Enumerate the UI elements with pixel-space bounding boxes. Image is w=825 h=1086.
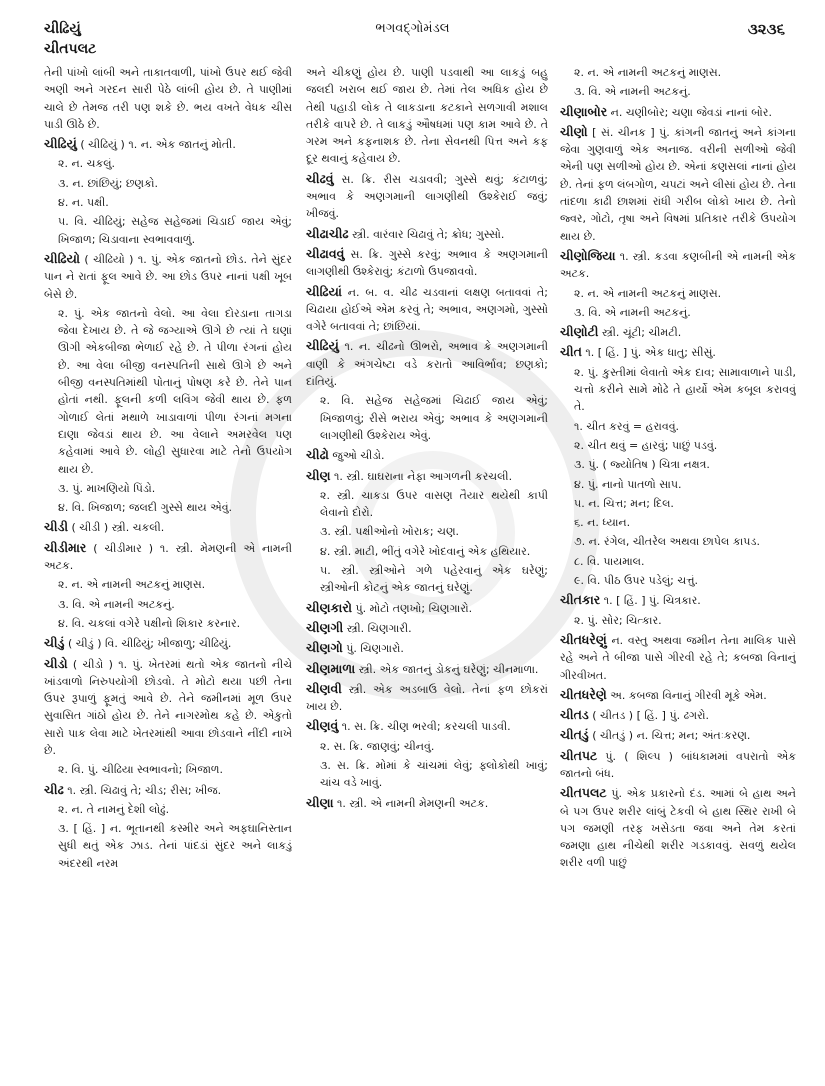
definition-text: સ. ક્રિ. રીસ ચડાવવી; ગુસ્સે થવું; કંટાળવું; અભાવ કે અણગમાની લાગણીથી ઉશ્કેરાઈ જવું; ખીજવું.	[306, 172, 548, 221]
headword: ચીઢ	[44, 781, 64, 797]
headword: ચીણાબોર	[560, 103, 608, 119]
entry-sense	[44, 761, 292, 778]
dictionary-entry	[560, 591, 796, 609]
entry-sense	[306, 562, 548, 597]
dictionary-entry	[560, 323, 796, 341]
definition-text: ન. ચણીબોર; ચણા જેવડાં નાનાં બોર.	[610, 105, 772, 119]
headword: ચીતધરેણું	[560, 631, 607, 647]
entry-sense	[560, 495, 796, 512]
dictionary-column-1	[44, 64, 292, 1079]
definition-text: સ્ત્રી. વારંવાર ચિઢાવું તે; ક્રોધ; ગુસ્સો.	[352, 227, 505, 241]
dictionary-entry	[560, 726, 796, 744]
headword: ચીઢિયું	[44, 136, 77, 152]
entry-sense	[44, 194, 292, 211]
entry-sense	[44, 596, 292, 613]
definition-text: ૨. ન. એ નામની અટકનું માણસ.	[574, 66, 722, 79]
headword: ચીઢિયાં	[306, 283, 342, 299]
entry-sense	[560, 572, 796, 589]
entry-sense	[44, 480, 292, 497]
entry-sense	[44, 175, 292, 192]
guide-word-top: ચીઢિયું	[44, 21, 81, 37]
entry-sense	[560, 533, 796, 550]
definition-text: ૩. પું. માખણિયો પિંડો.	[58, 481, 156, 495]
entry-sense	[44, 64, 292, 133]
definition-text: ૨. ચીત થવું = હારવું; પાછું પડવું.	[574, 438, 718, 452]
dictionary-entry	[306, 680, 548, 716]
entry-sense	[560, 476, 796, 493]
definition-text: ૩. [ હિં. ] ન. ભૂતાનથી કસ્મીર અને અફઘાનિસ્તાન સુધી થતું એક ઝાડ. તેનાં પાંદડાં સુંદર અને લાકડું અંદરથી નરમ	[58, 822, 292, 870]
entry-sense	[44, 801, 292, 818]
definition-text: ૨. પું. એક જાતનો વેલો. આ વેલા દોરડાના તાગડા જેવા દેખાય છે. તે જે જગ્યાએ ઊગે છે ત્યાં તે ઘણાં ઊગી એકબીજા ભેળાઈ રહે છે. તે પીળા રંગનાં હોય છે. આ વેલા બીજી વનસ્પતિની સાથે ઊગે છે અને બીજી વનસ્પતિમાંથી પોતાનું પોષણ કરે છે. તેને પાન હોતાં નથી. ફૂલની કળી લવિંગ જેવી થાય છે. ફળ ગોળાઈ લેતાં મથાળે ખાડાવાળાં પીળા રંગનાં મગના દાણા જેવડાં થાય છે. આ વેલાને અમરવેલ પણ કહેવામાં આવે છે. લોહી સુધારવા માટે તેનો ઉપયોગ થાય છે.	[58, 306, 292, 476]
dictionary-entry	[306, 245, 548, 281]
headword: ચીતકાર	[560, 592, 601, 608]
definition-text: ( ચીડી ) સ્ત્રી. ચકલી.	[71, 521, 165, 535]
entry-sense	[306, 487, 548, 522]
headword: ચીડું	[44, 635, 65, 651]
definition-text: ૫. ન. ચિત્ત; મન; દિલ.	[574, 496, 674, 510]
definition-text: [ સં. ચીનક ] પું. કાંગની જાતનું અને કાંગના જેવા ગુણવાળું એક અનાજ. વરીની સળીઓ જેવી એની પણ સળીઓ હોય છે. એનાં કણસલાં નાનાં હોય છે. તેનાં ફળ લંબગોળ, ચપટાં અને લીસાં હોય છે. તેના તાંદળા કાઢી છાશમાં રાંધી ગરીબ લોકો ખાય છે. તેનો જ્વર, ગોટો, તૃષા અને વિષમાં પ્રતિકાર તરીકે ઉપયોગ થાય છે.	[560, 125, 796, 243]
entry-sense	[560, 418, 796, 435]
page-number: ૩૨૩૬	[747, 20, 785, 38]
definition-text: જુઓ ચીડો.	[332, 449, 385, 463]
definition-text: ૫. વિ. ચીઢિયું; સહેજ સહેજમાં ચિડાઈ જાય એવું; ખિજાળ; ચિડાવાના સ્વભાવવાળું.	[58, 215, 292, 246]
entry-sense	[44, 499, 292, 516]
definition-text: ૨. પું. સોર; ચિત્કાર.	[574, 613, 662, 627]
entry-sense	[306, 523, 548, 540]
entry-sense	[560, 64, 796, 81]
entry-sense	[560, 553, 796, 570]
definition-text: ૩. વિ. એ નામની અટકનું.	[574, 85, 691, 99]
definition-text: અને ચીકણું હોય છે. પાણી પડવાથી આ લાકડું બહુ જલદી ખરાબ થઈ જાય છે. તેમાં તેલ અધિક હોય છે તેથી પહાડી લોક તે લાકડાના કટકાને સળગાવી મશાલ તરીકે વાપરે છે. તે લાકડું ઔષધમાં પણ કામ આવે છે. તે ગરમ અને કફનાશક છે. તેના સેવનથી પિત્ત અને કફ દૂર થવાનું કહેવાય છે.	[306, 66, 548, 166]
entry-sense	[560, 285, 796, 302]
definition-text: ૧. સ. ક્રિ. ચીણ ભરવી; કરચલી પાડવી.	[341, 720, 511, 734]
definition-text: ૨. વિ. પું. ચીઢિયા સ્વભાવનો; ખિજાળ.	[58, 763, 224, 777]
headword: ચીણગો	[306, 640, 343, 656]
headword: ચીતપલટ	[560, 785, 607, 801]
headword: ચીડીમાર	[44, 539, 87, 555]
headword: ચીણોજિયા	[560, 247, 616, 263]
entry-sense	[44, 615, 292, 632]
entry-sense	[44, 213, 292, 248]
dictionary-entry	[306, 794, 548, 812]
definition-text: ૧. [ હિં. ] પું. ચિત્રકાર.	[603, 594, 701, 608]
dictionary-entry	[44, 655, 292, 760]
dictionary-entry	[560, 247, 796, 283]
definition-text: ૬. ન. ધ્યાન.	[574, 516, 631, 530]
definition-text: ૧. સ્ત્રી. કડવા કણબીની એ નામની એક અટક.	[560, 249, 796, 281]
definition-text: ૨. વિ. સહેજ સહેજમાં ચિઢાઈ જાય એવું; ખિજાળવું; રીસે ભરાય એવું; અભાવ કે અણગમાની લાગણીથી ઉશ્કેરાય એવું.	[320, 394, 548, 442]
headword: ચીઢાવવું	[306, 245, 345, 261]
page-header	[0, 20, 825, 57]
definition-text: ૧. સ્ત્રી. એ નામની મેમણની અટક.	[337, 796, 489, 810]
definition-text: ૩. વિ. એ નામની અટકનું.	[58, 597, 175, 611]
entry-sense	[44, 155, 292, 172]
definition-text: ૧. [ હિં. ] પું. એક ધાતુ; સીસું.	[585, 346, 716, 360]
entry-sense	[560, 83, 796, 100]
dictionary-entry	[560, 103, 796, 121]
definition-text: ૭. ન. રંગેલ, ચીતરેલ અથવા છાપેલ કાપડ.	[574, 535, 760, 549]
entry-sense	[306, 543, 548, 560]
definition-text: ( ચીડીમાર ) ૧. સ્ત્રી. મેમણની એ નામની અટક.	[44, 541, 292, 573]
entry-sense	[44, 305, 292, 478]
dictionary-entry	[306, 599, 548, 617]
definition-text: ન. વસ્તુ અથવા જમીન તેના માલિક પાસે રહે અને તે બીજા પાસે ગીરવી રહે તે; કબજા વિનાનું ગીરવીખત.	[560, 633, 796, 682]
headword: ચીણવું	[306, 718, 339, 734]
dictionary-entry	[306, 225, 548, 243]
entry-sense	[560, 437, 796, 454]
entry-sense	[306, 64, 548, 168]
dictionary-entry	[560, 343, 796, 361]
dictionary-entry	[560, 747, 796, 783]
definition-text: ૯. વિ. પીઠ ઉપર પડેલું; ચત્તું.	[574, 574, 699, 588]
entry-sense	[44, 576, 292, 593]
entry-sense	[306, 392, 548, 444]
dictionary-entry	[306, 619, 548, 637]
headword: ચીઢાચીઢ	[306, 225, 349, 241]
dictionary-entry	[306, 283, 548, 336]
definition-text: ૨. ન. ચકલું.	[58, 157, 116, 171]
definition-text: ૧. સ્ત્રી. ચિઢાવું તે; ચીડ; રીસ; ખીજ.	[67, 783, 222, 797]
headword: ચીઢવું	[306, 170, 334, 186]
book-title: ભગવદ્ગોમંડલ	[375, 21, 450, 36]
definition-text: ૩. સ્ત્રી. પક્ષીઓનો ખોરાક; ચણ.	[320, 525, 460, 539]
headword: ચીતપટ	[560, 747, 598, 763]
definition-text: ૨. સ. ક્રિ. જાણવું; ચીનવું.	[320, 739, 435, 753]
dictionary-entry	[560, 123, 796, 245]
dictionary-entry	[44, 781, 292, 799]
headword: ચીણા	[306, 794, 334, 810]
definition-text: ૪. પું. નાનો પાતળો સાપ.	[574, 477, 682, 491]
headword: ચીણગી	[306, 619, 344, 635]
definition-text: ૮. વિ. પાયમાલ.	[574, 554, 645, 568]
dictionary-entry	[44, 250, 292, 303]
dictionary-entry	[560, 686, 796, 704]
dictionary-entry	[306, 717, 548, 735]
headword: ચીતડ	[560, 707, 589, 723]
definition-text: સ. ક્રિ. ગુસ્સે કરવું; અભાવ કે અણગમાની લાગણીથી ઉશ્કેરાવું; કંટાળો ઉપજાવવો.	[306, 247, 548, 279]
entry-sense	[560, 612, 796, 629]
definition-text: ૨. ન. એ નામની અટકનું માણસ.	[574, 286, 722, 300]
definition-text: ૨. સ્ત્રી. ચાકડા ઉપર વાસણ તૈયાર થયેથી કાપી લેવાનો દોરો.	[320, 488, 548, 520]
entry-sense	[560, 364, 796, 416]
dictionary-entry	[44, 634, 292, 652]
headword: ચીણકારો	[306, 599, 352, 615]
dictionary-entry	[306, 337, 548, 390]
dictionary-entry	[44, 539, 292, 575]
definition-text: ૨. પું. કુસ્તીમાં લેવાતો એક દાવ; સામાવાળાને પાડી, ચત્તો કરીને સામે મોઢે તે હાર્યો એમ કબૂલ કરાવવું તે.	[574, 365, 796, 414]
headword: ચીતડું	[560, 727, 589, 743]
definition-text: અ. કબજા વિનાનું ગીરવી મૂકે એમ.	[610, 688, 767, 702]
definition-text: ૩. ન. છાંછિયું; છણકો.	[58, 176, 159, 190]
headword: ચીડો	[44, 655, 68, 671]
definition-text: ૧. સ્ત્રી. ઘાઘરાના નેફા આગળની કરચલી.	[333, 469, 513, 483]
dictionary-entry	[560, 706, 796, 724]
definition-text: ( ચીઢિયો ) ૧. પું. એક જાતનો છોડ. તેને સુંદર પાન ને રાતાં ફૂલ આવે છે. આ છોડ ઉપર નાનાં પક્ષી ખૂબ બેસે છે.	[44, 252, 292, 301]
headword: ચીણમાળા	[306, 660, 356, 676]
dictionary-column-3	[560, 64, 796, 1079]
dictionary-entry	[306, 639, 548, 657]
entry-sense	[560, 304, 796, 321]
definition-text: ૫. સ્ત્રી. સ્ત્રીઓને ગળે પહેરવાનું એક ઘરેણું; સ્ત્રીઓની કોટનું એક જાતનું ઘરેણું.	[320, 564, 548, 595]
definition-text: સ્ત્રી. ચિણગારી.	[346, 621, 412, 635]
entry-sense	[44, 820, 292, 872]
headword: ચીઢિયો	[44, 250, 80, 266]
definition-text: ( ચીતડ ) [ હિં. ] પું. ઢગરો.	[592, 709, 710, 723]
definition-text: ( ચીડો ) ૧. પું. ખેતરમાં થતો એક જાતનો નીચે ખાંડવાળો નિરુપયોગી છોડવો. તે મોટો થયા પછી તેના ઉપર રૂપાળું ફૂમતું આવે છે. તેને જમીનમાં મૂળ ઉપર સુવાસિત ગાંઠો હોય છે. તેને નાગરમોથ કહે છે. એકુતો સારો પાક લેવા માટે ખેતરમાંથી આવા છોડવાને નીંદી નાખે છે.	[44, 657, 292, 757]
headword: ચીત	[560, 344, 582, 360]
headword: ચીણ	[306, 467, 331, 483]
entry-sense	[560, 514, 796, 531]
headword: ચીઢિયું	[306, 338, 339, 354]
definition-text: ૩. સ. ક્રિ. મોમાં કે ચાંચમાં લેવું; ફ્લોકોથી ખાવું; ચાંચ વડે ખાવું.	[320, 758, 548, 790]
dictionary-entry	[560, 784, 796, 871]
guide-word-bottom: ચીતપલટ	[44, 41, 97, 57]
definition-text: ૨. ન. એ નામની અટકનું માણસ.	[58, 578, 206, 592]
definition-text: તેની પાંખો લાંબી અને તાકાતવાળી, પાંખો ઉપર થઈ જેવી અણી અને ગરદન સારી પેઠે લાંબી હોય છે. તે પાણીમાં ચાલે છે તેમજ તરી પણ શકે છે. ભય વખતે વેધક ચીસ પાડી ઊઠે છે.	[44, 66, 292, 131]
entry-sense	[306, 738, 548, 755]
dictionary-entry	[306, 170, 548, 223]
headword: ચીતધરેણે	[560, 686, 607, 702]
dictionary-column-2	[306, 64, 548, 1079]
entry-sense	[560, 456, 796, 473]
definition-text: ૩. વિ. એ નામની અટકનું.	[574, 305, 691, 319]
definition-text: પું. ચિણગારો.	[346, 642, 404, 656]
definition-text: ૨. ન. તે નામનું દેશી લોઢું.	[58, 802, 170, 816]
definition-text: ( ચીતડું ) ન. ચિત્ત; મન; અંતઃકરણ.	[592, 729, 751, 743]
headword: ચીડી	[44, 519, 69, 535]
dictionary-entry	[44, 518, 292, 536]
definition-text: પું. ( શિલ્પ ) બાંધકામમાં વપરાતો એક જાતનો બંધ.	[560, 749, 796, 780]
dictionary-entry	[306, 660, 548, 678]
definition-text: ૪. સ્ત્રી. માટી, ભીંતું વગેરે ખોદવાનું એક હથિયાર.	[320, 544, 531, 558]
headword: ચીણોટી	[560, 324, 599, 340]
definition-text: પું. મોટો તણખો; ચિણગારો.	[355, 601, 473, 615]
definition-text: ૩. પું. ( જ્યોતિષ ) ચિત્રા નક્ષત્ર.	[574, 458, 710, 472]
headword: ચીણો	[560, 123, 588, 139]
definition-text: ૧. ન. ચીઢનો ઊભરો, અભાવ કે અણગમાની વાણી કે અંગચેષ્ટા વડે કરાતો આવિર્ભાવ; છણકો; દાંતિયું.	[306, 340, 548, 389]
definition-text: ન. બ. વ. ચીઢ ચડવાનાં લક્ષણ બતાવવાં તે; ચિઢાયા હોઈએ એમ કરવું તે; અભાવ, અણગમો, ગુસ્સો વગેરે બતાવવાં તે; છાંછિયાં.	[306, 285, 548, 334]
headword: ચીણવી	[306, 680, 342, 696]
headword: ચીઢો	[306, 447, 329, 463]
dictionary-entry	[306, 446, 548, 464]
definition-text: ( ચીઢિયું ) ૧. ન. એક જાતનું મોતી.	[80, 138, 236, 152]
definition-text: સ્ત્રી. એક અડબાઉ વેલો. તેનાં ફળ છોકરાં ખાય છે.	[306, 682, 548, 714]
dictionary-entry	[560, 631, 796, 684]
definition-text: ૧. ચીત કરવું = હરાવવું.	[574, 419, 680, 433]
definition-text: પું. એક પ્રકારનો દંડ. આમાં બે હાથ અને બે પગ ઉપર શરીર લાંબું ટેકવી બે હાથ સ્થિર રાખી બે પગ જમણી તરફ ખસેડતા જવા અને તેમ કરતાં જમણા હાથ નીચેથી શરીર ગડકાવવું. સવળું થયેલ શરીર વળી પાછું	[560, 787, 796, 870]
entry-sense	[306, 757, 548, 792]
definition-text: ( ચીડું ) વિ. ચીઢિયું; ખીજાળુ; ચીઢિયું.	[67, 637, 232, 651]
definition-text: ૪. ન. પક્ષી.	[58, 196, 109, 210]
definition-text: ૪. વિ. ચકલાં વગેરે પક્ષીનો શિકાર કરનાર.	[58, 616, 241, 630]
dictionary-entry	[44, 135, 292, 153]
definition-text: સ્ત્રી. ચૂંટી; ચીમટી.	[601, 326, 682, 340]
definition-text: સ્ત્રી. એક જાતનું ડોકનું ઘરેણું; ચીનમાળા.	[358, 662, 539, 676]
dictionary-entry	[306, 467, 548, 485]
definition-text: ૪. વિ. ખિજાળ; જલદી ગુસ્સે થાય એવું.	[58, 501, 233, 515]
